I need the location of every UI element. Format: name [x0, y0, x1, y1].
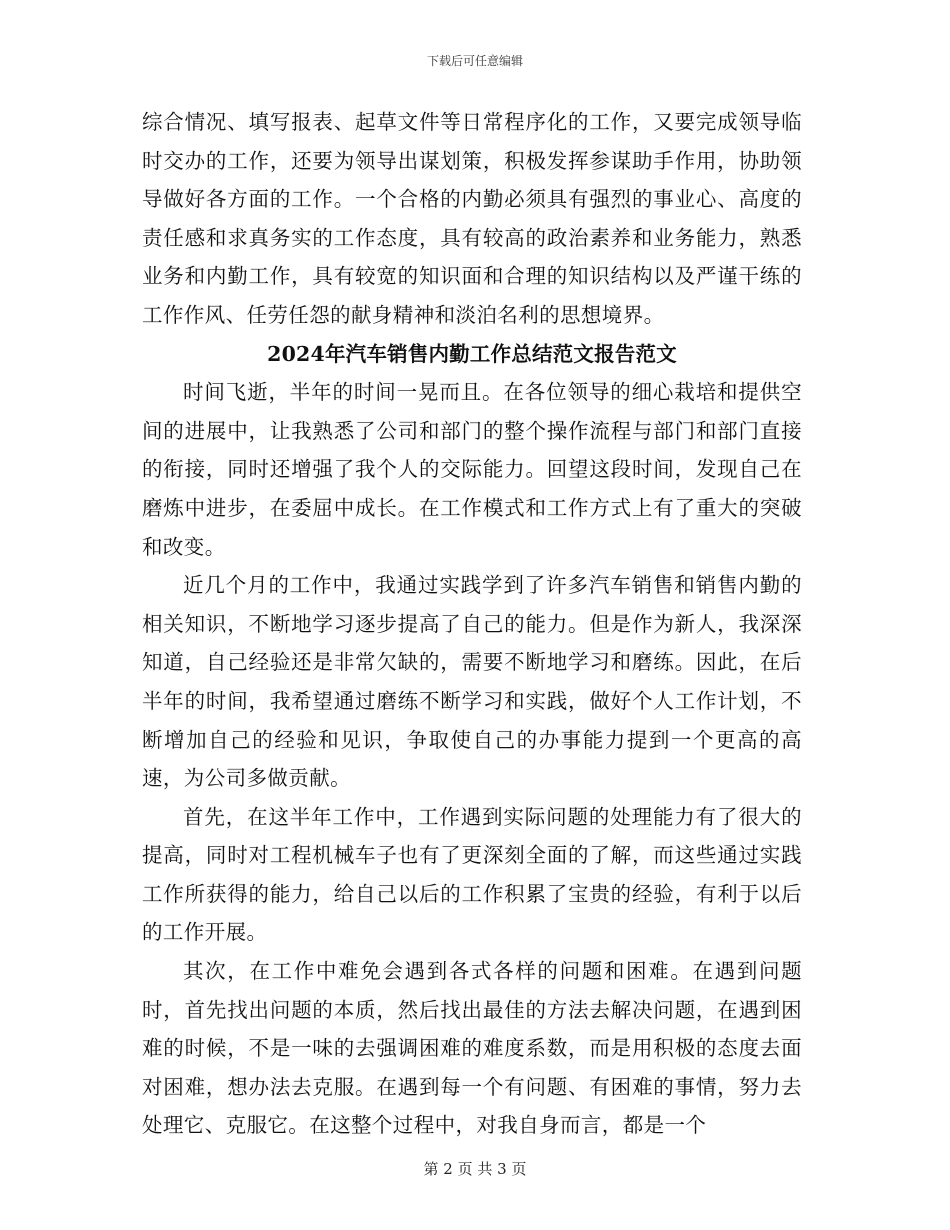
body-paragraph-3: 首先，在这半年工作中，工作遇到实际问题的处理能力有了很大的提高，同时对工程机械车子也有了更深刻全面的了解，而这些通过实践工作所获得的能力，给自己以后的工作积累了宝贵的经验，有利于以后的工作开展。	[142, 804, 802, 945]
body-paragraph-4: 其次，在工作中难免会遇到各式各样的问题和困难。在遇到问题时，首先找出问题的本质，然后找出最佳的方法去解决问题，在遇到困难的时候，不是一味的去强调困难的难度系数，而是用积极的态度去面对困难，想办法去克服。在遇到每一个有问题、有困难的事情，努力去处理它、克服它。在这整个过程中，对我自身而言，都是一个	[142, 959, 802, 1138]
document-title: 2024年汽车销售内勤工作总结范文报告范文	[267, 341, 677, 366]
page-header: 下载后可任意编辑	[426, 54, 523, 68]
document-body	[142, 103, 802, 1145]
page-footer: 第 2 页 共 3 页	[423, 1160, 527, 1178]
intro-paragraph: 综合情况、填写报表、起草文件等日常程序化的工作，又要完成领导临时交办的工作，还要为领导出谋划策，积极发挥参谋助手作用，协助领导做好各方面的工作。一个合格的内勤必须具有强烈的事业心、高度的责任感和求真务实的工作态度，具有较高的政治素养和业务能力，熟悉业务和内勤工作，具有较宽的知识面和合理的知识结构以及严谨干练的工作作风、任劳任怨的献身精神和淡泊名利的思想境界。	[142, 110, 802, 327]
body-paragraph-2: 近几个月的工作中，我通过实践学到了许多汽车销售和销售内勤的相关知识，不断地学习逐步提高了自己的能力。但是作为新人，我深深知道，自己经验还是非常欠缺的，需要不断地学习和磨练。因此，在后半年的时间，我希望通过磨练不断学习和实践，做好个人工作计划，不断增加自己的经验和见识，争取使自己的办事能力提到一个更高的高速，为公司多做贡献。	[142, 573, 802, 791]
body-paragraph-1: 时间飞逝，半年的时间一晃而且。在各位领导的细心栽培和提供空间的进展中，让我熟悉了公司和部门的整个操作流程与部门和部门直接的衔接，同时还增强了我个人的交际能力。回望这段时间，发现自己在磨炼中进步，在委屈中成长。在工作模式和工作方式上有了重大的突破和改变。	[142, 380, 802, 559]
